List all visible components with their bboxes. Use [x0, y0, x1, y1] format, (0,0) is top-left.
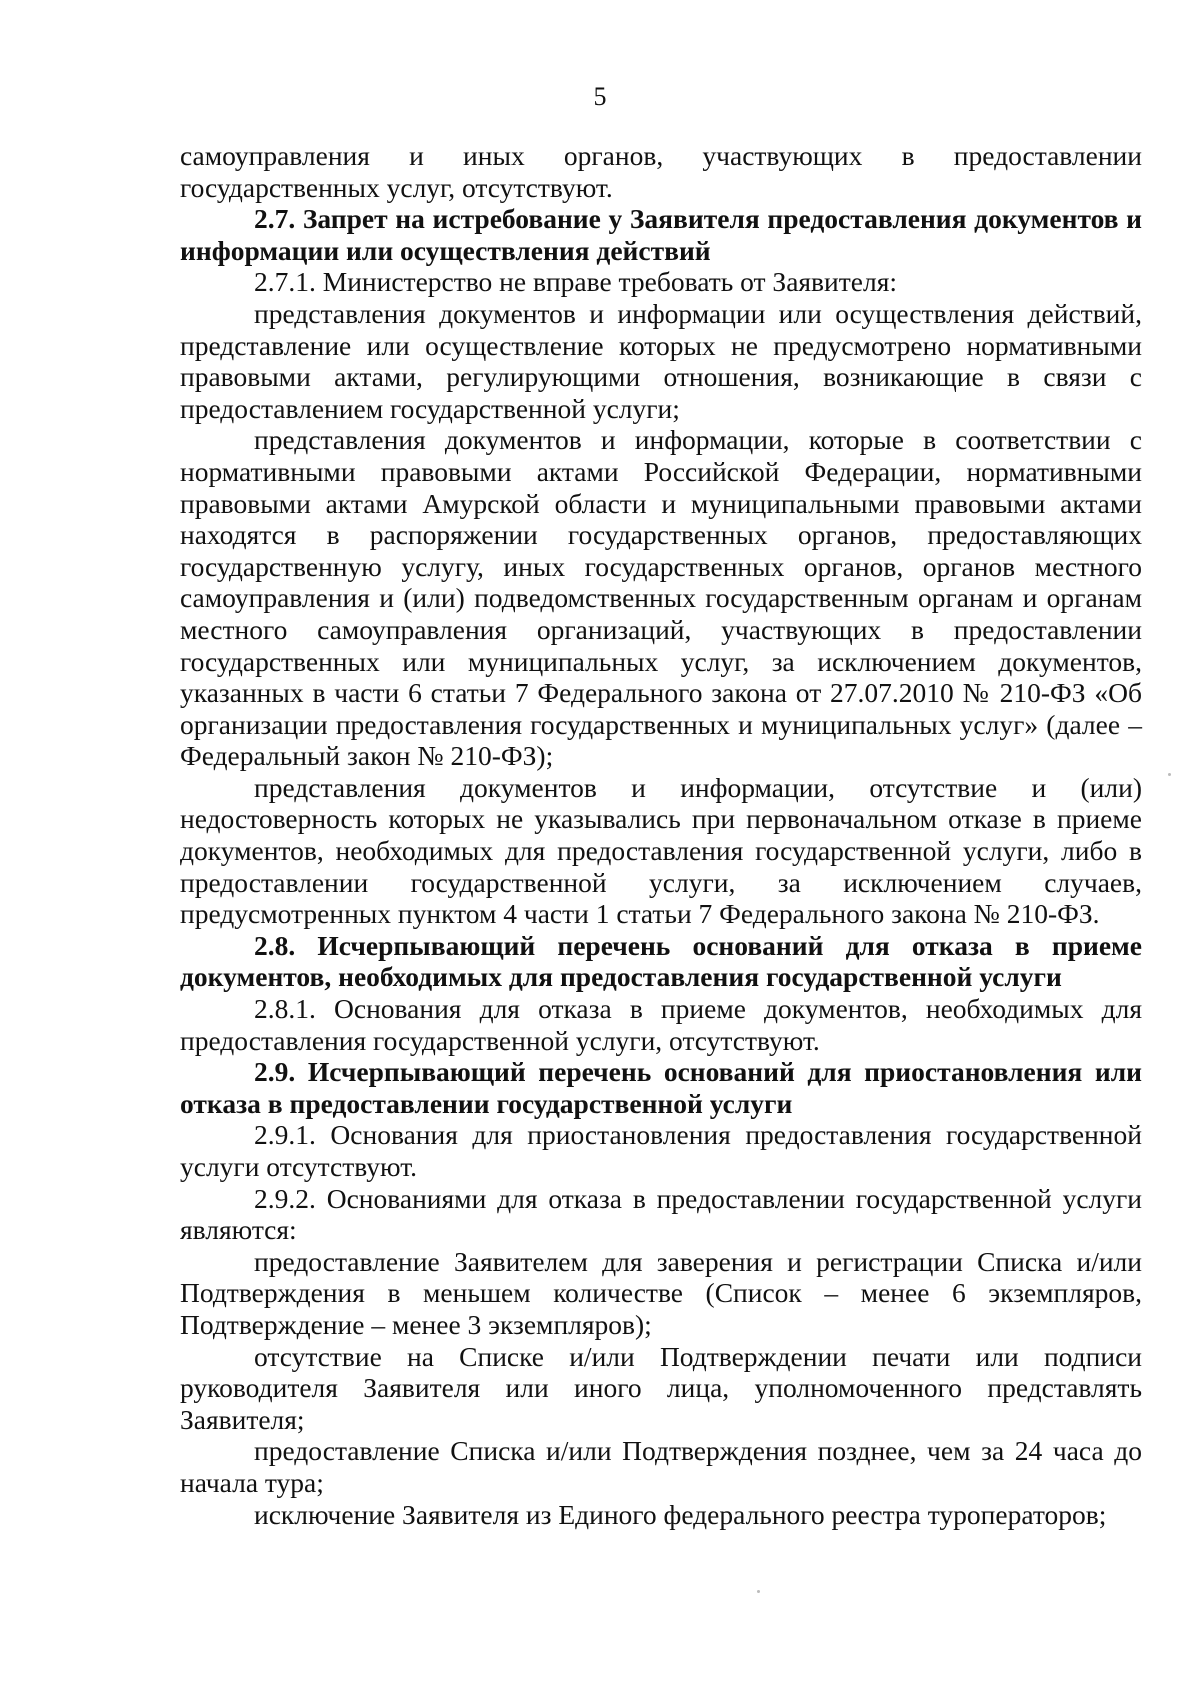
section-heading-2-7: 2.7. Запрет на истребование у Заявителя предоставления документов и информации или осуществления действий [180, 203, 1142, 266]
scan-speck [757, 1590, 760, 1593]
paragraph-2-8-1: 2.8.1. Основания для отказа в приеме документов, необходимых для предоставления государственной услуги, отсутствуют. [180, 993, 1142, 1056]
paragraph-2-7-1-item-3: представления документов и информации, отсутствие и (или) недостоверность которых не указывались при первоначальном отказе в приеме документов, необходимых для предоставления государственной услуги, либо в предоставлении государственной услуги, за исключением случаев, предусмотренных пунктом 4 части 1 статьи 7 Федерального закона № 210-ФЗ. [180, 771, 1142, 930]
paragraph-2-7-1-item-1: представления документов и информации или осуществления действий, представление или осуществление которых не предусмотрено нормативными правовыми актами, регулирующими отношения, возникающие в связи с предоставлением государственной услуги; [180, 297, 1142, 424]
scan-speck [1168, 773, 1171, 776]
paragraph-2-9-2-item-1: предоставление Заявителем для заверения и регистрации Списка и/или Подтверждения в меньшем количестве (Список – менее 6 экземпляров, Подтверждение – менее 3 экземпляров); [180, 1245, 1142, 1340]
section-heading-2-9: 2.9. Исчерпывающий перечень оснований для приостановления или отказа в предоставлении государственной услуги [180, 1056, 1142, 1119]
section-heading-2-8: 2.8. Исчерпывающий перечень оснований для отказа в приеме документов, необходимых для предоставления государственной услуги [180, 929, 1142, 993]
page-number: 5 [593, 82, 607, 111]
paragraph-continuation: самоуправления и иных органов, участвующих в предоставлении государственных услуг, отсутствуют. [180, 140, 1142, 203]
paragraph-2-9-1: 2.9.1. Основания для приостановления предоставления государственной услуги отсутствуют. [180, 1119, 1142, 1182]
paragraph-2-9-2-item-2: отсутствие на Списке и/или Подтверждении печати или подписи руководителя Заявителя или иного лица, уполномоченного представлять Заявителя; [180, 1340, 1142, 1435]
document-body [180, 140, 1142, 1530]
paragraph-2-9-2: 2.9.2. Основаниями для отказа в предоставлении государственной услуги являются: [180, 1182, 1142, 1246]
paragraph-2-7-1: 2.7.1. Министерство не вправе требовать от Заявителя: [254, 266, 897, 298]
paragraph-2-9-2-item-4: исключение Заявителя из Единого федерального реестра туроператоров; [254, 1498, 1107, 1530]
paragraph-2-9-2-item-3: предоставление Списка и/или Подтверждения позднее, чем за 24 часа до начала тура; [180, 1435, 1142, 1498]
paragraph-2-7-1-item-2: представления документов и информации, которые в соответствии с нормативными правовыми актами Российской Федерации, нормативными правовыми актами Амурской области и муниципальными правовыми актами находятся в распоряжении государственных органов, предоставляющих государственную услугу, иных государственных органов, органов местного самоуправления и (или) подведомственных государственным органам и органам местного самоуправления организаций, участвующих в предоставлении государственных или муниципальных услуг, за исключением документов, указанных в части 6 статьи 7 Федерального закона от 27.07.2010 № 210-ФЗ «Об организации предоставления государственных и муниципальных услуг» (далее – Федеральный закон № 210-ФЗ); [180, 424, 1142, 772]
